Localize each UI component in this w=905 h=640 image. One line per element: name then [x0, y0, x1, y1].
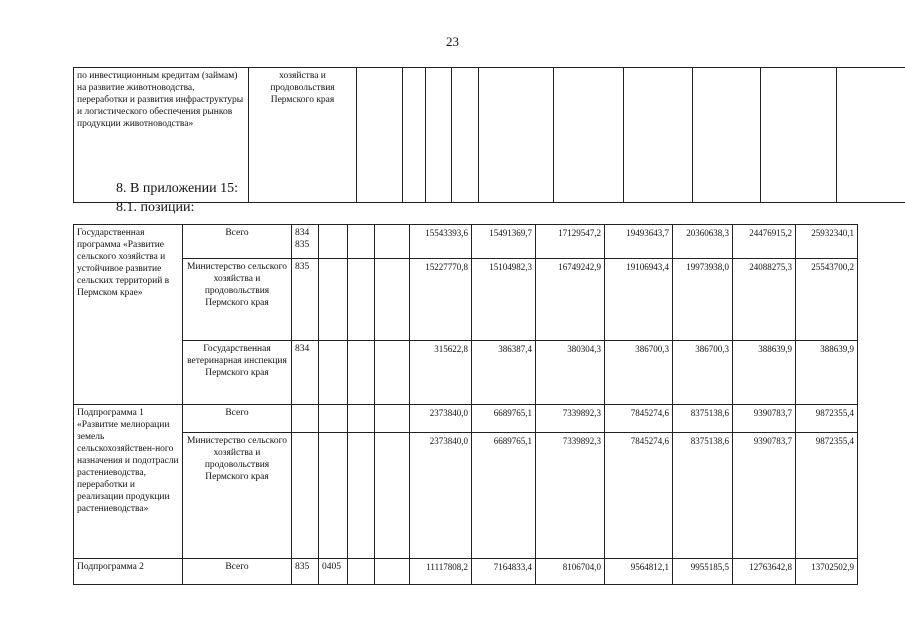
empty-cell: [375, 259, 410, 341]
value-cell: 25543700,2: [796, 259, 858, 341]
empty-cell: [375, 225, 410, 259]
value-cell: 13702502,9: [796, 559, 858, 585]
empty-cell: [837, 68, 905, 203]
value-cell: 7339892,3: [536, 405, 605, 433]
code-cell: 835: [292, 559, 319, 585]
subsection-heading: 8.1. позиции:: [116, 200, 195, 215]
empty-cell: [375, 433, 410, 559]
value-cell: 15227770,8: [410, 259, 472, 341]
value-cell: 9872355,4: [796, 405, 858, 433]
empty-cell: [348, 259, 375, 341]
value-cell: 12763642,8: [733, 559, 796, 585]
value-cell: 2373840,0: [410, 405, 472, 433]
value-cell: 24088275,3: [733, 259, 796, 341]
value-cell: 386700,3: [605, 341, 673, 405]
value-cell: 388639,9: [796, 341, 858, 405]
value-cell: 15491369,7: [472, 225, 536, 259]
empty-cell: [693, 68, 761, 203]
empty-cell: [479, 68, 554, 203]
value-cell: 7339892,3: [536, 433, 605, 559]
empty-cell: [348, 559, 375, 585]
empty-cell: [452, 68, 479, 203]
value-cell: 7845274,6: [605, 405, 673, 433]
executor-cell: Всего: [183, 559, 292, 585]
value-cell: 6689765,1: [472, 405, 536, 433]
value-cell: 24476915,2: [733, 225, 796, 259]
code-cell: 835: [292, 259, 319, 341]
value-cell: 25932340,1: [796, 225, 858, 259]
value-cell: 9564812,1: [605, 559, 673, 585]
value-cell: 8106704,0: [536, 559, 605, 585]
empty-cell: [624, 68, 693, 203]
empty-cell: [761, 68, 837, 203]
value-cell: 15543393,6: [410, 225, 472, 259]
code-cell: [292, 405, 319, 433]
value-cell: 9872355,4: [796, 433, 858, 559]
value-cell: 17129547,2: [536, 225, 605, 259]
value-cell: 7164833,4: [472, 559, 536, 585]
program-description-cell: по инвестиционным кредитам (займам) на развитие животноводства, переработки и развития инфраструктуры и логистического обеспечения рынков продукции животноводства»: [74, 68, 249, 203]
value-cell: 388639,9: [733, 341, 796, 405]
empty-cell: [357, 68, 403, 203]
subprogram-name-cell: Подпрограмма 1 «Развитие мелиорации земель сельскохозяйствен-ного назначения и подотрасли растениеводства, переработки и реализации продукции растениеводства»: [74, 405, 183, 559]
value-cell: 9390783,7: [733, 405, 796, 433]
executor-cell: хозяйства и продовольствия Пермского края: [249, 68, 357, 203]
code-cell: 834 835: [292, 225, 319, 259]
value-cell: 20360638,3: [673, 225, 733, 259]
empty-cell: [348, 225, 375, 259]
value-cell: 8375138,6: [673, 405, 733, 433]
executor-cell: Всего: [183, 225, 292, 259]
executor-cell: Министерство сельского хозяйства и продовольствия Пермского края: [183, 259, 292, 341]
empty-cell: [348, 341, 375, 405]
executor-cell: Государственная ветеринарная инспекция Пермского края: [183, 341, 292, 405]
code-cell: [319, 405, 348, 433]
value-cell: 386387,4: [472, 341, 536, 405]
value-cell: 9955185,5: [673, 559, 733, 585]
code-cell: [319, 433, 348, 559]
value-cell: 15104982,3: [472, 259, 536, 341]
section-heading: 8. В приложении 15:: [116, 181, 239, 196]
program-name-cell: Государственная программа «Развитие сельского хозяйства и устойчивое развитие сельских территорий в Пермском крае»: [74, 225, 183, 405]
value-cell: 11117808,2: [410, 559, 472, 585]
empty-cell: [375, 559, 410, 585]
value-cell: 6689765,1: [472, 433, 536, 559]
value-cell: 8375138,6: [673, 433, 733, 559]
code-cell: 0405: [319, 559, 348, 585]
value-cell: 19973938,0: [673, 259, 733, 341]
empty-cell: [348, 433, 375, 559]
executor-cell: Всего: [183, 405, 292, 433]
empty-cell: [375, 405, 410, 433]
value-cell: 386700,3: [673, 341, 733, 405]
subprogram-name-cell: Подпрограмма 2: [74, 559, 183, 585]
empty-cell: [348, 405, 375, 433]
empty-cell: [403, 68, 426, 203]
value-cell: 380304,3: [536, 341, 605, 405]
budget-table: [73, 224, 858, 585]
empty-cell: [375, 341, 410, 405]
value-cell: 9390783,7: [733, 433, 796, 559]
value-cell: 2373840,0: [410, 433, 472, 559]
code-cell: [319, 341, 348, 405]
value-cell: 16749242,9: [536, 259, 605, 341]
empty-cell: [554, 68, 624, 203]
value-cell: 7845274,6: [605, 433, 673, 559]
empty-cell: [426, 68, 452, 203]
code-cell: [292, 433, 319, 559]
value-cell: 19493643,7: [605, 225, 673, 259]
page-number: 23: [446, 34, 459, 49]
value-cell: 315622,8: [410, 341, 472, 405]
code-cell: [319, 259, 348, 341]
executor-cell: Министерство сельского хозяйства и продовольствия Пермского края: [183, 433, 292, 559]
value-cell: 19106943,4: [605, 259, 673, 341]
code-cell: [319, 225, 348, 259]
code-cell: 834: [292, 341, 319, 405]
